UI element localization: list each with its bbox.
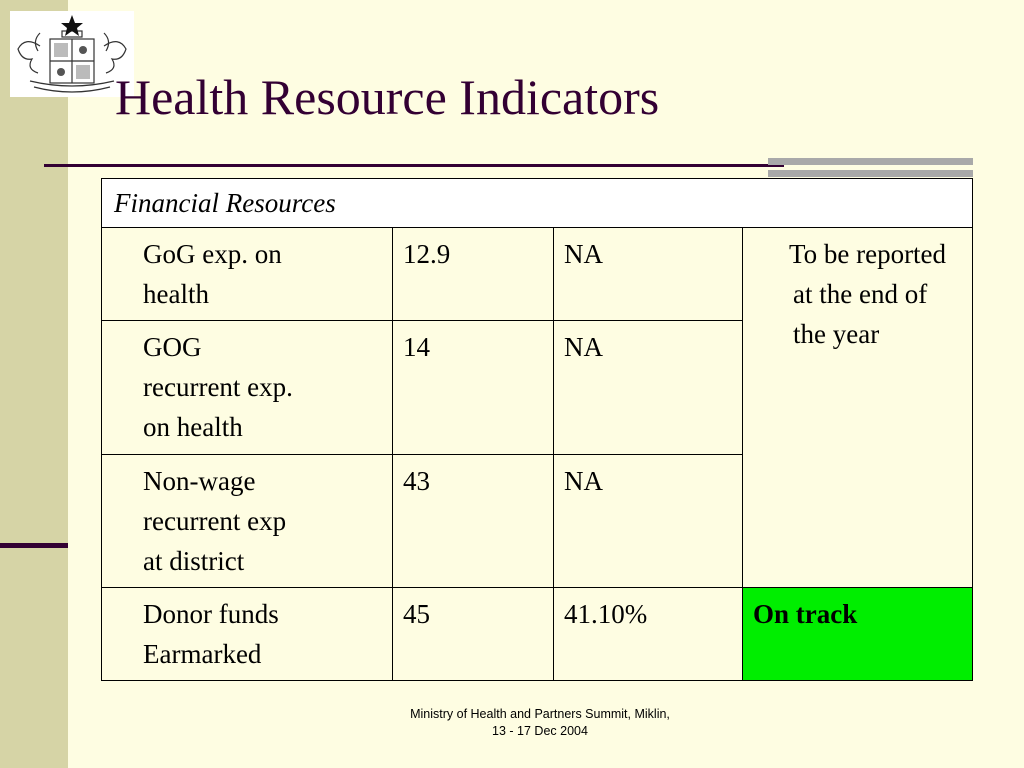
slide-title: Health Resource Indicators [115, 69, 660, 125]
actual-cell: NA [554, 321, 743, 454]
section-header: Financial Resources [102, 179, 973, 228]
target-cell: 14 [393, 321, 554, 454]
comment-line: To be reported [789, 239, 947, 270]
target-cell: 45 [393, 587, 554, 680]
left-sidebar-band [0, 0, 68, 768]
merged-comment-cell [743, 228, 973, 588]
target-cell: 12.9 [393, 228, 554, 321]
comment-line: the year [793, 319, 880, 350]
target-cell: 43 [393, 454, 554, 587]
indicator-line: at district [143, 545, 245, 576]
footer-line: 13 - 17 Dec 2004 [492, 724, 588, 738]
actual-cell: NA [554, 228, 743, 321]
indicator-cell [102, 321, 393, 454]
actual-cell: 41.10% [554, 587, 743, 680]
indicator-cell [102, 228, 393, 321]
indicator-cell [102, 454, 393, 587]
indicator-line: recurrent exp [143, 505, 287, 536]
indicator-line: Earmarked [143, 638, 262, 669]
table-section-row [102, 179, 973, 228]
indicator-line: Donor funds [143, 598, 279, 629]
indicator-line: on health [143, 412, 243, 443]
actual-cell: NA [554, 454, 743, 587]
indicator-line: recurrent exp. [143, 372, 293, 403]
title-divider-grey-bar [768, 158, 973, 165]
indicator-line: Non-wage [143, 465, 256, 496]
indicator-line: health [143, 279, 209, 310]
table-row [102, 587, 973, 680]
indicators-table [101, 178, 973, 681]
sidebar-accent-line [0, 543, 68, 548]
status-cell: On track [743, 587, 973, 680]
footer-line: Ministry of Health and Partners Summit, Miklin, [410, 707, 670, 721]
indicator-cell [102, 587, 393, 680]
comment-line: at the end of [793, 279, 928, 310]
indicator-line: GoG exp. on [143, 239, 282, 270]
table-row [102, 228, 973, 321]
indicator-line: GOG [143, 332, 202, 363]
slide-footer [340, 706, 740, 740]
title-divider-line [44, 164, 784, 167]
title-divider-grey-bar [768, 170, 973, 177]
